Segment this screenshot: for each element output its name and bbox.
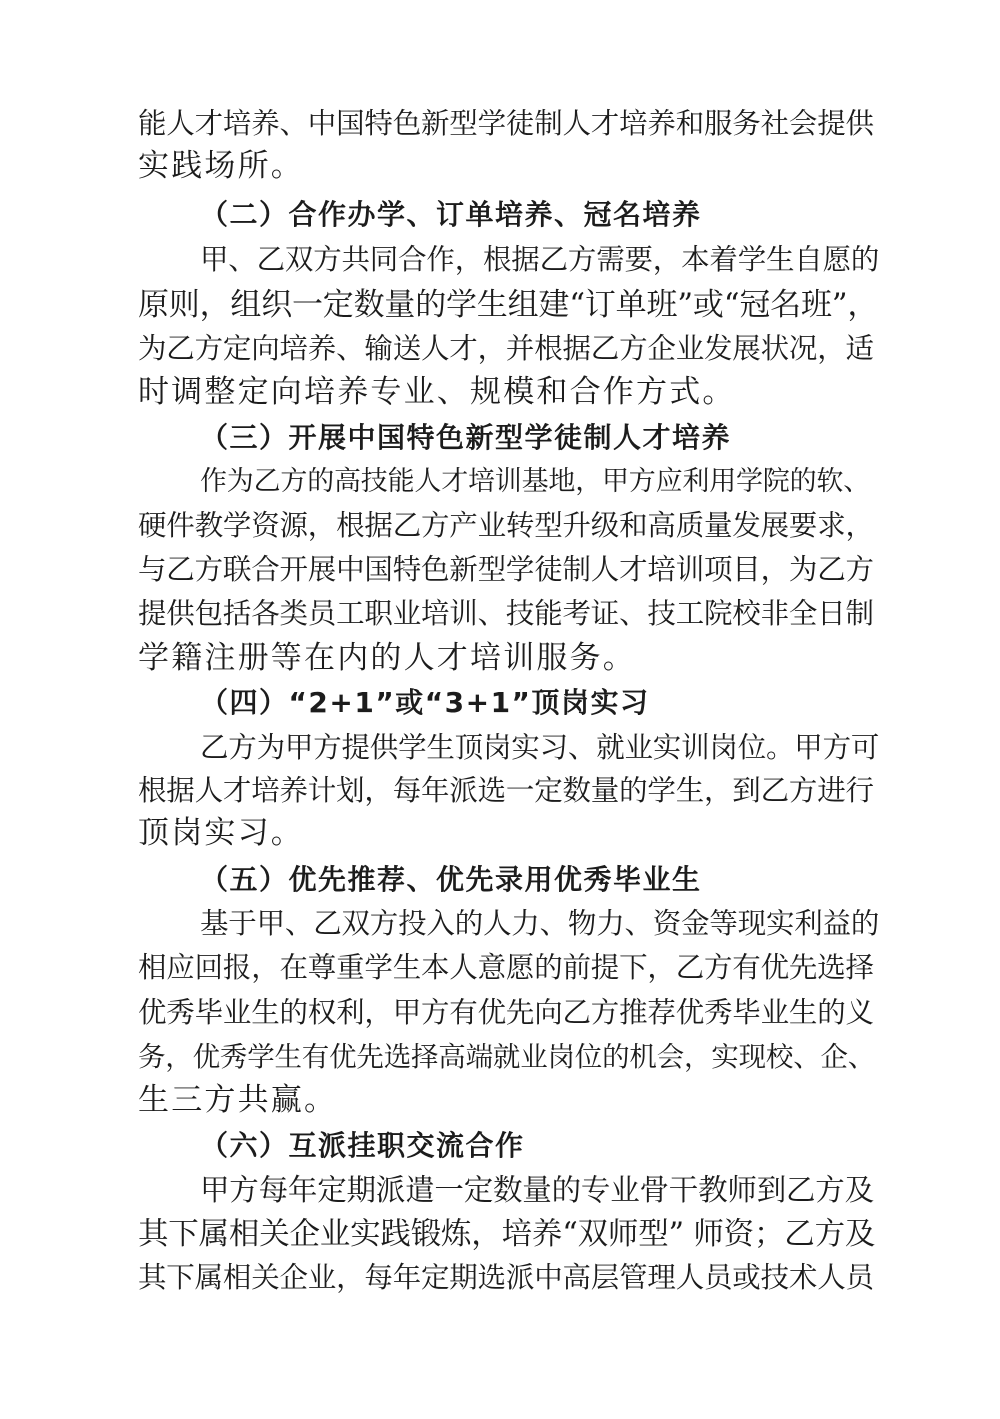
body-line: 与乙方联合开展中国特色新型学徒制人才培训项目，为乙方 [138, 553, 874, 586]
body-line: 基于甲、乙双方投入的人力、物力、资金等现实利益的 [200, 907, 880, 940]
body-line: 生三方共赢。 [138, 1082, 338, 1118]
section-heading: （二）合作办学、订单培养、冠名培养 [200, 198, 702, 231]
body-line: 能人才培养、中国特色新型学徒制人才培养和服务社会提供 [138, 107, 874, 140]
body-line: 务，优秀学生有优先选择高端就业岗位的机会，实现校、企、 [138, 1041, 876, 1073]
body-line: 为乙方定向培养、输送人才，并根据乙方企业发展状况，适 [138, 332, 874, 365]
section-heading: （三）开展中国特色新型学徒制人才培养 [200, 421, 732, 454]
body-line: 实践场所。 [138, 148, 304, 184]
section-heading: （五）优先推荐、优先录用优秀毕业生 [200, 863, 702, 896]
body-line: 乙方为甲方提供学生顶岗实习、就业实训岗位。甲方可 [200, 731, 880, 764]
body-line: 优秀毕业生的权利，甲方有优先向乙方推荐优秀毕业生的义 [138, 996, 874, 1029]
body-line: 提供包括各类员工职业培训、技能考证、技工院校非全日制 [138, 597, 874, 630]
section-heading: （六）互派挂职交流合作 [200, 1129, 525, 1162]
body-line: 其下属相关企业实践锻炼，培养“双师型” 师资；乙方及 [138, 1217, 876, 1252]
body-line: 甲方每年定期派遣一定数量的专业骨干教师到乙方及 [200, 1173, 874, 1207]
body-line: 顶岗实习。 [138, 815, 304, 851]
body-line: 其下属相关企业，每年定期选派中高层管理人员或技术人员 [138, 1261, 874, 1294]
section-heading: （四）“2+1”或“3+1”顶岗实习 [200, 686, 650, 719]
body-line: 硬件教学资源，根据乙方产业转型升级和高质量发展要求， [138, 509, 874, 542]
body-line: 时调整定向培养专业、规模和合作方式。 [138, 374, 736, 410]
body-line: 根据人才培养计划，每年派选一定数量的学生，到乙方进行 [138, 774, 874, 807]
body-line: 学籍注册等在内的人才培训服务。 [138, 640, 636, 676]
body-line: 原则，组织一定数量的学生组建“订单班”或“冠名班”， [138, 287, 879, 323]
body-line: 甲、乙双方共同合作，根据乙方需要，本着学生自愿的 [200, 243, 880, 276]
body-line: 相应回报，在尊重学生本人意愿的前提下，乙方有优先选择 [138, 951, 874, 984]
body-line: 作为乙方的高技能人才培训基地，甲方应利用学院的软、 [200, 466, 870, 497]
